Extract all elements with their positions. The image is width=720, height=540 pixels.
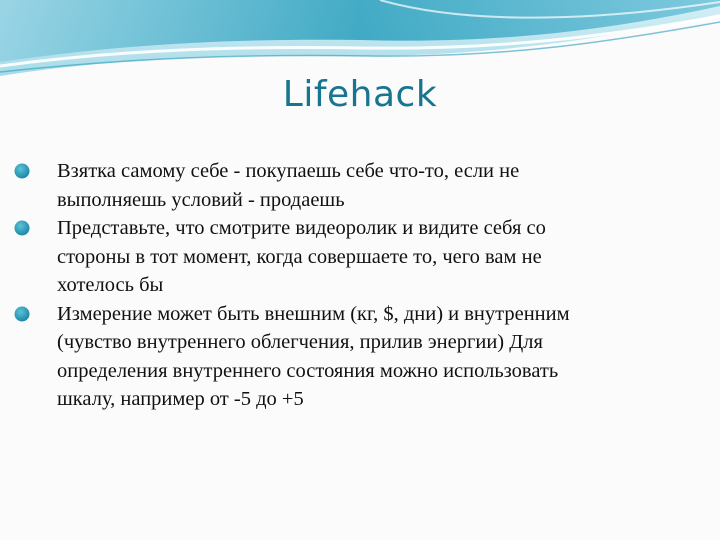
bullet-list [14, 157, 694, 414]
bullet-line: стороны в тот момент, когда совершаете то, чего вам не [57, 245, 542, 268]
filled-circle-bullet-icon [14, 163, 30, 179]
bullet-item [14, 300, 694, 414]
bullet-line: Представьте, что смотрите видеоролик и видите себя со [57, 217, 546, 239]
filled-circle-bullet-icon [14, 220, 30, 236]
header-wave-decoration [0, 0, 720, 82]
bullet-line: Измерение может быть внешним (кг, $, дни) и внутренним [57, 302, 570, 325]
bullet-item [14, 214, 694, 300]
bullet-line: (чувство внутреннего облегчения, прилив энергии) Для [57, 331, 543, 353]
bullet-line: выполняешь условий - продаешь [57, 188, 345, 211]
bullet-line: Взятка самому себе - покупаешь себе что-то, если не [57, 160, 520, 182]
bullet-line: шкалу, например от -5 до +5 [57, 388, 304, 410]
filled-circle-bullet-icon [14, 306, 30, 322]
slide-title: Lifehack [282, 74, 438, 115]
bullet-item [14, 157, 694, 214]
bullet-line: хотелось бы [57, 274, 164, 296]
bullet-line: определения внутреннего состояния можно использовать [57, 359, 559, 382]
